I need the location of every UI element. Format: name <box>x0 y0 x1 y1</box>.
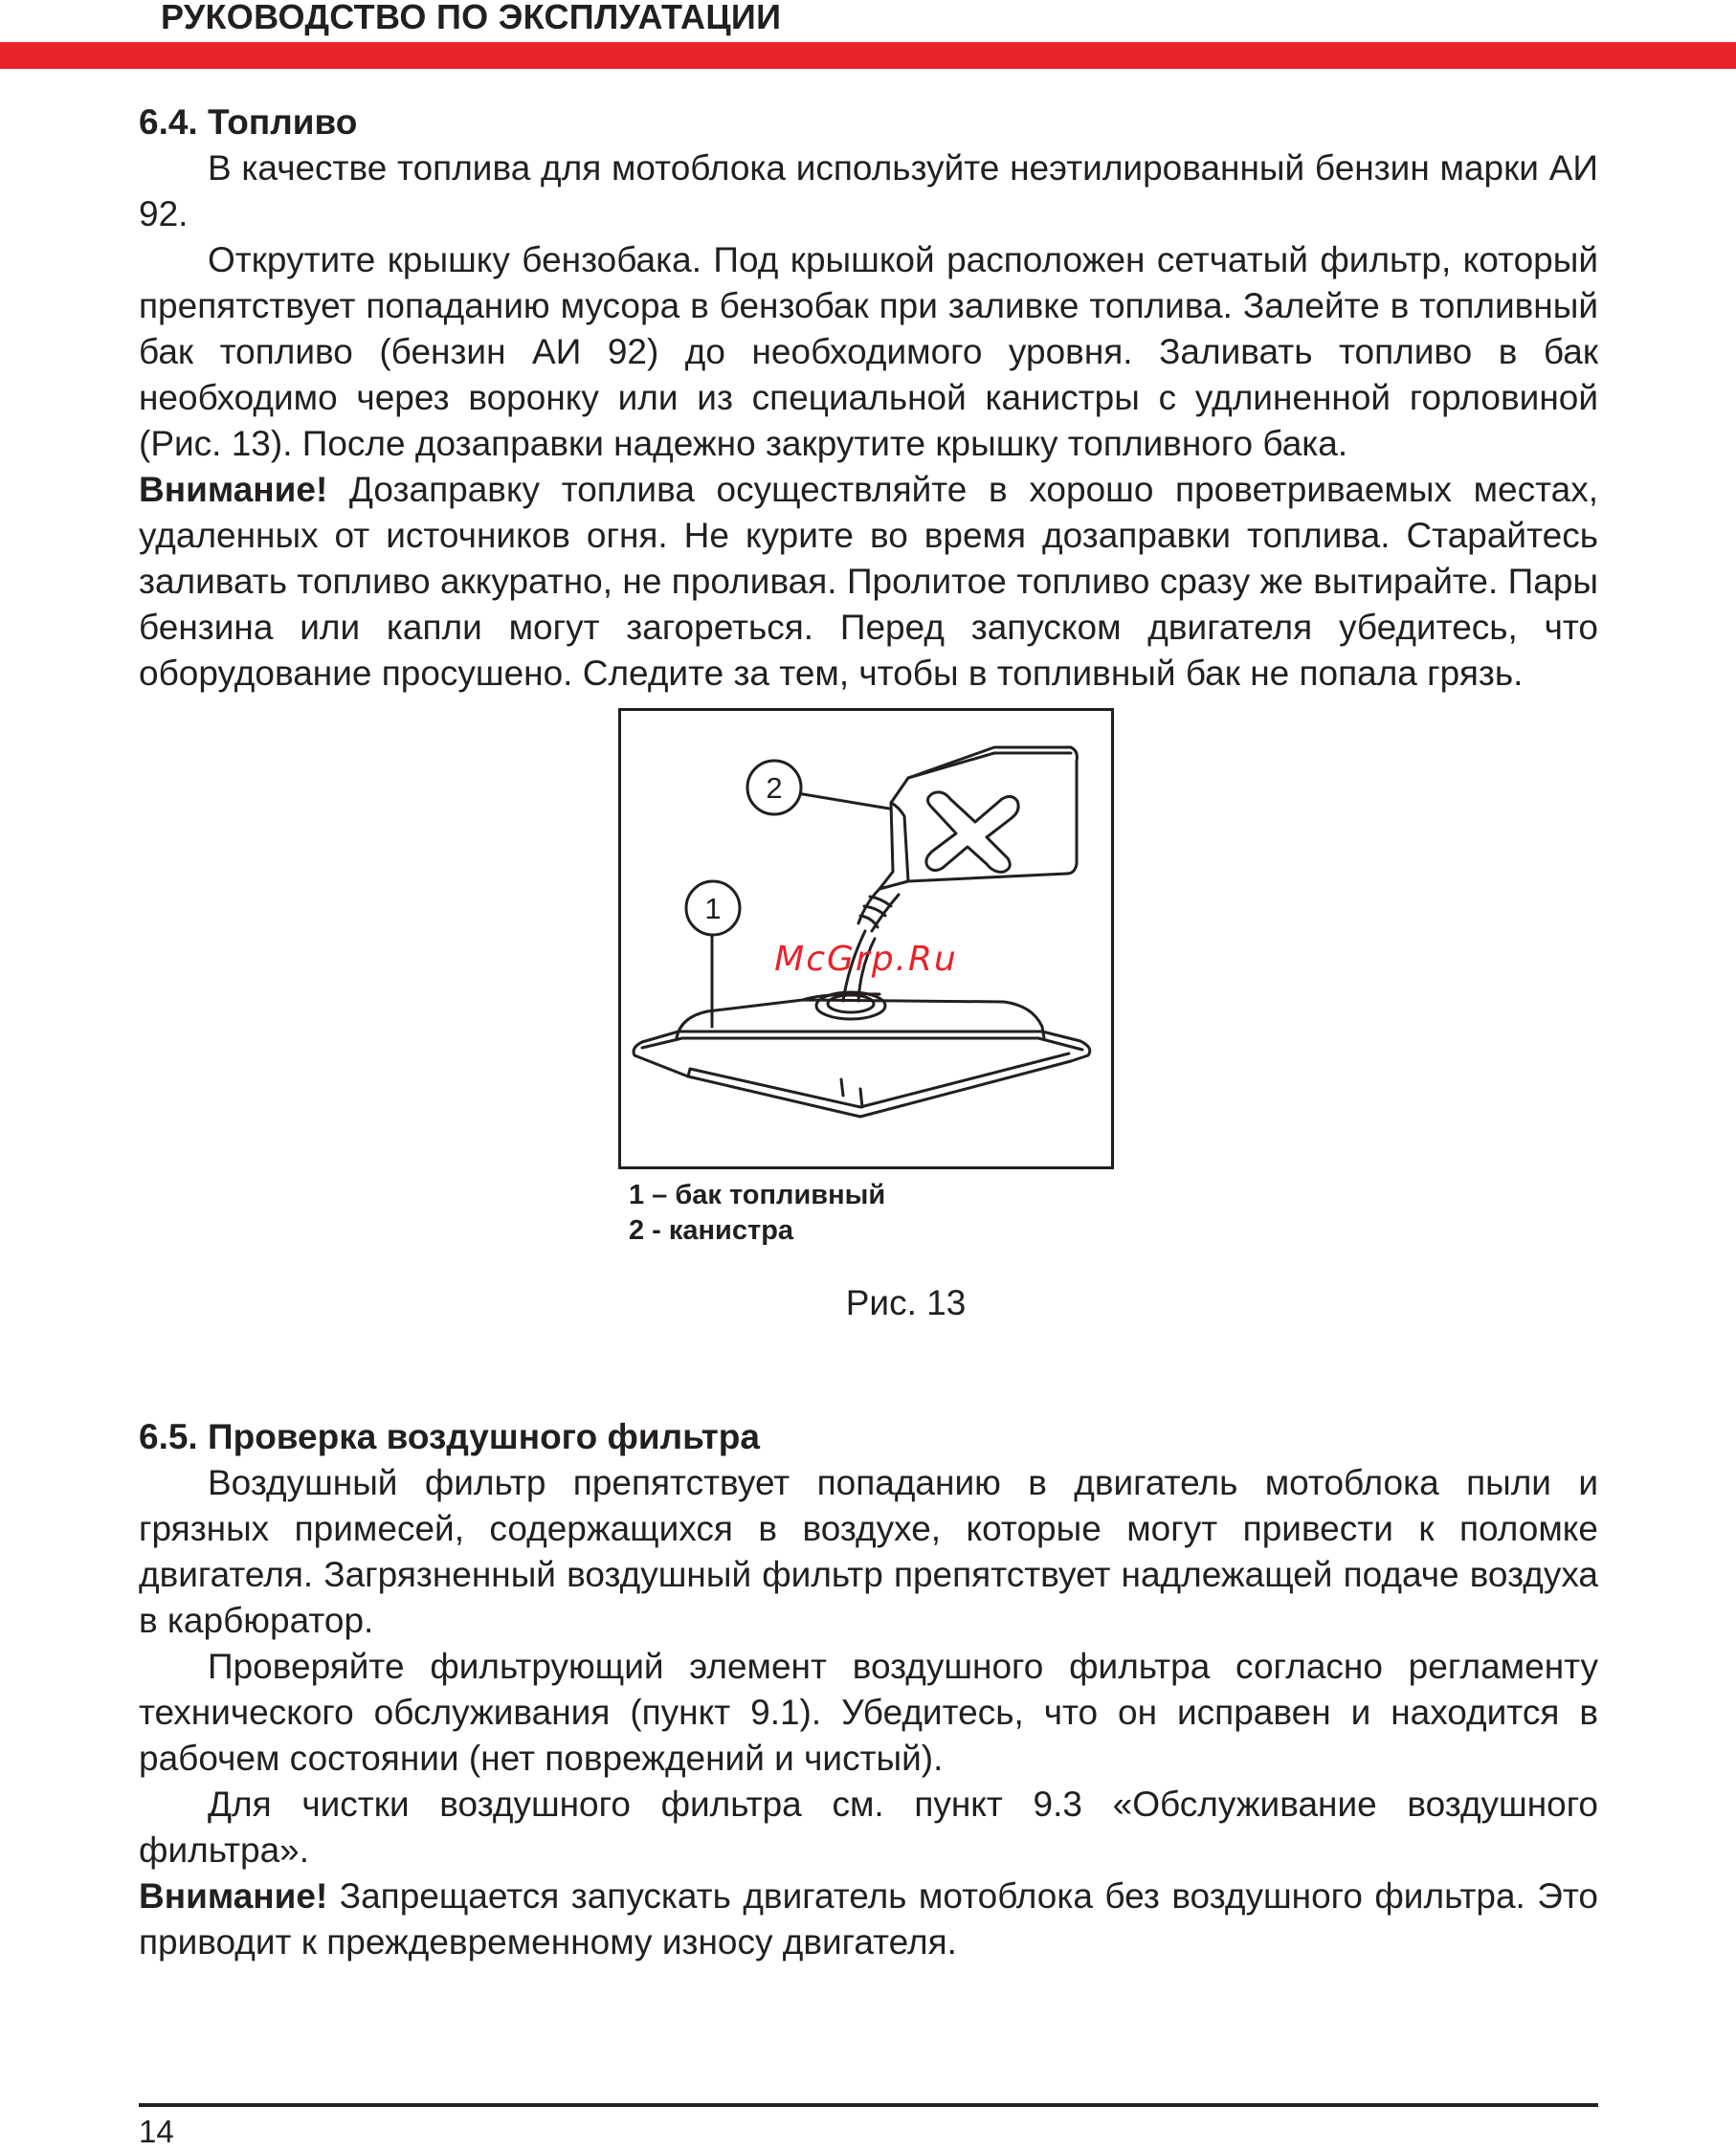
watermark-text: McGrp.Ru <box>774 940 958 979</box>
legend-item-2: 2 - канистра <box>629 1215 794 1246</box>
fuel-paragraph-1: В качестве топлива для мотоблока используйте неэтилированный бензин марки АИ 92. <box>139 148 1598 233</box>
fuel-warning <box>139 467 1598 697</box>
callout-2-label: 2 <box>766 771 783 805</box>
figure-13 <box>139 697 1598 1386</box>
footer-rule <box>139 2103 1598 2107</box>
page-content <box>139 100 1598 1965</box>
fuel-paragraph-2: Открутите крышку бензобака. Под крышкой расположен сетчатый фильтр, который препятствует попаданию мусора в бензобак при заливке топлива. Залейте в топливный бак топливо (бензин АИ 92) до необходимого уровня. Заливать топливо в бак необходимо через воронку или из специальной канистры с удлиненной горловиной (Рис. 13). После дозаправки надежно закрутите крышку топливного бака. <box>139 240 1598 463</box>
air-warning-label: Внимание! <box>139 1876 328 1916</box>
callout-1-label: 1 <box>704 892 722 925</box>
filler-neck-inner <box>828 995 874 1012</box>
page-header-title: РУКОВОДСТВО ПО ЭКСПЛУАТАЦИИ <box>161 0 782 36</box>
figure-caption: Рис. 13 <box>845 1283 967 1322</box>
fuel-warning-text: Дозаправку топлива осуществляйте в хорошо проветриваемых местах, удаленных от источников огня. Не курите во время дозаправки топлива. Старайтесь заливать топливо аккуратно, не проливая. Пролитое топливо сразу же вытирайте. Пары бензина или капли могут загореться. Перед запуском двигателя убедитесь, что оборудование просушено. Следите за тем, чтобы в топливный бак не попала грязь. <box>139 470 1598 693</box>
section-heading-fuel: 6.4. Топливо <box>139 102 358 142</box>
figure-frame <box>618 708 1114 1169</box>
page-number: 14 <box>139 2114 174 2149</box>
air-paragraph-3: Для чистки воздушного фильтра см. пункт 9.3 «Обслуживание воздушного фильтра». <box>139 1785 1598 1870</box>
canister-x-mark <box>926 792 1018 872</box>
figure-legend <box>629 1178 885 1249</box>
air-warning-text: Запрещается запускать двигатель мотоблока без воздушного фильтра. Это приводит к преждевременному износу двигателя. <box>139 1876 1598 1962</box>
fuel-warning-label: Внимание! <box>139 470 328 509</box>
air-paragraph-2: Проверяйте фильтрующий элемент воздушного фильтра согласно регламенту технического обслуживания (пункт 9.1). Убедитесь, что он исправен и находится в рабочем состоянии (нет повреждений и чистый). <box>139 1647 1598 1778</box>
air-warning <box>139 1874 1598 1965</box>
header-red-band <box>0 42 1736 69</box>
legend-item-1: 1 – бак топливный <box>629 1180 886 1210</box>
air-paragraph-1: Воздушный фильтр препятствует попаданию в двигатель мотоблока пыли и грязных примесей, содержащихся в воздухе, которые могут привести к поломке двигателя. Загрязненный воздушный фильтр препятствует надлежащей подаче воздуха в карбюратор. <box>139 1463 1598 1640</box>
section-heading-air-filter: 6.5. Проверка воздушного фильтра <box>139 1417 760 1456</box>
